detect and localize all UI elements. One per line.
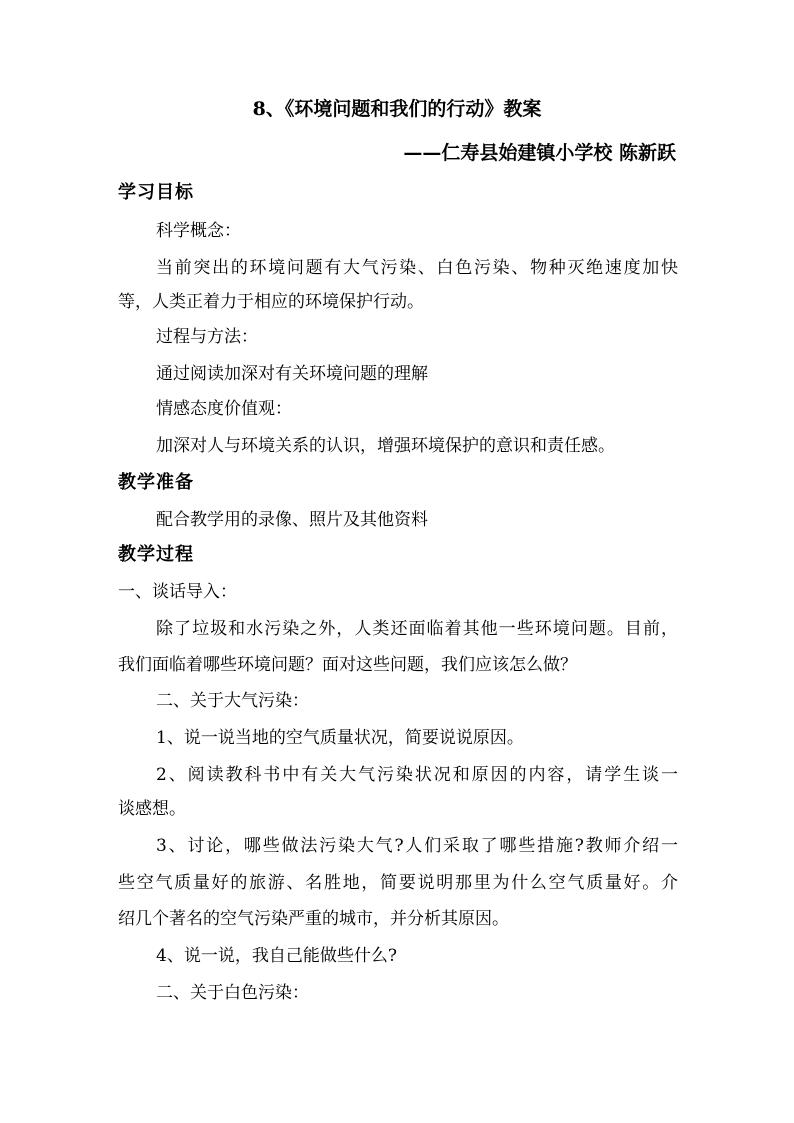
intro-text-2: 我们面临着哪些环境问题？面对这些问题，我们应该怎么做？ xyxy=(118,655,577,675)
white-pollution-label: 二、关于白色污染： xyxy=(156,983,309,1003)
air-item-3-line-3: 绍几个著名的空气污染严重的城市，并分析其原因。 xyxy=(118,909,509,929)
science-concept-label: 科学概念： xyxy=(156,221,241,241)
process-method-label: 过程与方法： xyxy=(156,327,258,347)
intro-text-1: 除了垃圾和水污染之外，人类还面临着其他一些环境问题。目前， xyxy=(156,619,678,639)
attitude-text: 加深对人与环境关系的认识，增强环境保护的意识和责任感。 xyxy=(156,436,615,456)
air-item-1: 1、说一说当地的空气质量状况，简要说说原因。 xyxy=(156,728,524,748)
air-item-3-line-1: 3、讨论，哪些做法污染大气?人们采取了哪些措施?教师介绍一 xyxy=(156,836,678,856)
air-item-3-line-2: 些空气质量好的旅游、名胜地，简要说明那里为什么空气质量好。介 xyxy=(118,873,678,893)
air-item-2-line-1: 2、阅读教科书中有关大气污染状况和原因的内容，请学生谈一 xyxy=(156,765,678,785)
document-author: ——仁寿县始建镇小学校 陈新跃 xyxy=(403,142,676,164)
document-title: 8、《环境问题和我们的行动》教案 xyxy=(252,98,542,120)
air-pollution-label: 二、关于大气污染： xyxy=(156,691,309,711)
preparation-heading: 教学准备 xyxy=(118,472,194,493)
air-item-4: 4、说一说，我自己能做些什么? xyxy=(156,946,397,966)
science-concept-text-2: 等，人类正着力于相应的环境保护行动。 xyxy=(118,292,424,312)
science-concept-text-1: 当前突出的环境问题有大气污染、白色污染、物种灭绝速度加快 xyxy=(156,258,678,278)
intro-label: 一、谈话导入： xyxy=(118,582,237,602)
teaching-process-heading: 教学过程 xyxy=(118,544,194,565)
air-item-2-line-2: 谈感想。 xyxy=(118,799,186,819)
preparation-text: 配合教学用的录像、照片及其他资料 xyxy=(156,510,428,530)
objectives-heading: 学习目标 xyxy=(118,182,194,203)
process-method-text: 通过阅读加深对有关环境问题的理解 xyxy=(156,364,428,384)
attitude-label: 情感态度价值观： xyxy=(156,399,292,419)
